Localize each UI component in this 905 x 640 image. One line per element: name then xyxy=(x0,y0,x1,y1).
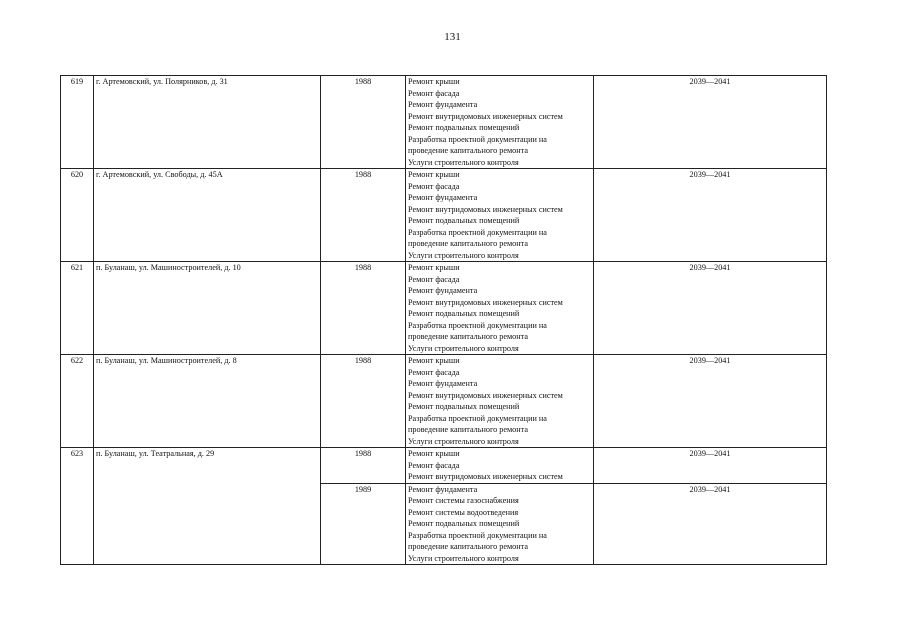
work-item: Ремонт крыши xyxy=(408,449,460,458)
period-cell: 2039—2041 xyxy=(594,355,827,448)
work-item: Ремонт крыши xyxy=(408,263,460,272)
work-item: Ремонт крыши xyxy=(408,356,460,365)
year-cell: 1988 xyxy=(321,169,406,262)
table-row xyxy=(61,76,827,169)
year-cell: 1989 xyxy=(321,483,406,565)
work-item: Ремонт подвальных помещений xyxy=(408,519,520,528)
row-number: 622 xyxy=(61,355,94,448)
works-cell xyxy=(406,355,594,448)
work-item: проведение капитального ремонта xyxy=(408,425,528,434)
page-number: 131 xyxy=(444,31,461,43)
table-row xyxy=(61,262,827,355)
row-number: 623 xyxy=(61,448,94,565)
works-cell xyxy=(406,169,594,262)
work-item: Ремонт подвальных помещений xyxy=(408,309,520,318)
work-item: Ремонт фасада xyxy=(408,367,460,377)
work-item: проведение капитального ремонта xyxy=(408,239,528,248)
work-item: Ремонт фундамента xyxy=(408,379,478,388)
work-item: Разработка проектной документации на xyxy=(408,320,547,330)
work-item: Ремонт подвальных помещений xyxy=(408,123,520,132)
year-cell: 1988 xyxy=(321,76,406,169)
work-item: Ремонт системы газоснабжения xyxy=(408,496,519,505)
work-item: Услуги строительного контроля xyxy=(408,157,519,167)
period-cell: 2039—2041 xyxy=(594,483,827,565)
work-item: Ремонт фундамента xyxy=(408,193,478,202)
table-row xyxy=(61,169,827,262)
works-cell xyxy=(406,483,594,565)
work-item: Услуги строительного контроля xyxy=(408,343,519,353)
work-item: Разработка проектной документации на xyxy=(408,530,547,540)
table-row xyxy=(61,355,827,448)
work-item: проведение капитального ремонта xyxy=(408,332,528,341)
address-cell: п. Буланаш, ул. Машиностроителей, д. 10 xyxy=(94,262,321,355)
work-item: Ремонт внутридомовых инженерных систем xyxy=(408,390,563,400)
work-item: проведение капитального ремонта xyxy=(408,542,528,551)
work-item: проведение капитального ремонта xyxy=(408,146,528,155)
row-number: 621 xyxy=(61,262,94,355)
work-item: Разработка проектной документации на xyxy=(408,227,547,237)
work-item: Ремонт фасада xyxy=(408,460,460,470)
work-item: Ремонт подвальных помещений xyxy=(408,402,520,411)
period-cell: 2039—2041 xyxy=(594,169,827,262)
row-number: 620 xyxy=(61,169,94,262)
work-item: Ремонт фундамента xyxy=(408,100,478,109)
work-item: Ремонт фундамента xyxy=(408,484,478,494)
capital-repair-table xyxy=(60,75,827,565)
work-item: Услуги строительного контроля xyxy=(408,250,519,260)
work-item: Ремонт внутридомовых инженерных систем xyxy=(408,472,563,481)
work-item: Разработка проектной документации на xyxy=(408,134,547,144)
works-cell xyxy=(406,76,594,169)
work-item: Ремонт фасада xyxy=(408,181,460,191)
period-cell: 2039—2041 xyxy=(594,448,827,484)
year-cell: 1988 xyxy=(321,355,406,448)
address-cell: г. Артемовский, ул. Свободы, д. 45А xyxy=(94,169,321,262)
work-item: Ремонт внутридомовых инженерных систем xyxy=(408,297,563,307)
work-item: Услуги строительного контроля xyxy=(408,553,519,563)
work-item: Ремонт крыши xyxy=(408,170,460,179)
period-cell: 2039—2041 xyxy=(594,262,827,355)
row-number: 619 xyxy=(61,76,94,169)
work-item: Ремонт крыши xyxy=(408,77,460,86)
work-item: Ремонт подвальных помещений xyxy=(408,216,520,225)
work-item: Разработка проектной документации на xyxy=(408,413,547,423)
work-item: Ремонт системы водоотведения xyxy=(408,507,519,517)
work-item: Услуги строительного контроля xyxy=(408,436,519,446)
table-body xyxy=(61,76,827,565)
work-item: Ремонт фасада xyxy=(408,274,460,284)
works-cell xyxy=(406,448,594,484)
address-cell: п. Буланаш, ул. Театральная, д. 29 xyxy=(94,448,321,565)
period-cell: 2039—2041 xyxy=(594,76,827,169)
work-item: Ремонт внутридомовых инженерных систем xyxy=(408,111,563,121)
year-cell: 1988 xyxy=(321,262,406,355)
work-item: Ремонт фасада xyxy=(408,88,460,98)
table-row xyxy=(61,448,827,484)
works-cell xyxy=(406,262,594,355)
address-cell: п. Буланаш, ул. Машиностроителей, д. 8 xyxy=(94,355,321,448)
year-cell: 1988 xyxy=(321,448,406,484)
work-item: Ремонт фундамента xyxy=(408,286,478,295)
work-item: Ремонт внутридомовых инженерных систем xyxy=(408,204,563,214)
address-cell: г. Артемовский, ул. Полярников, д. 31 xyxy=(94,76,321,169)
